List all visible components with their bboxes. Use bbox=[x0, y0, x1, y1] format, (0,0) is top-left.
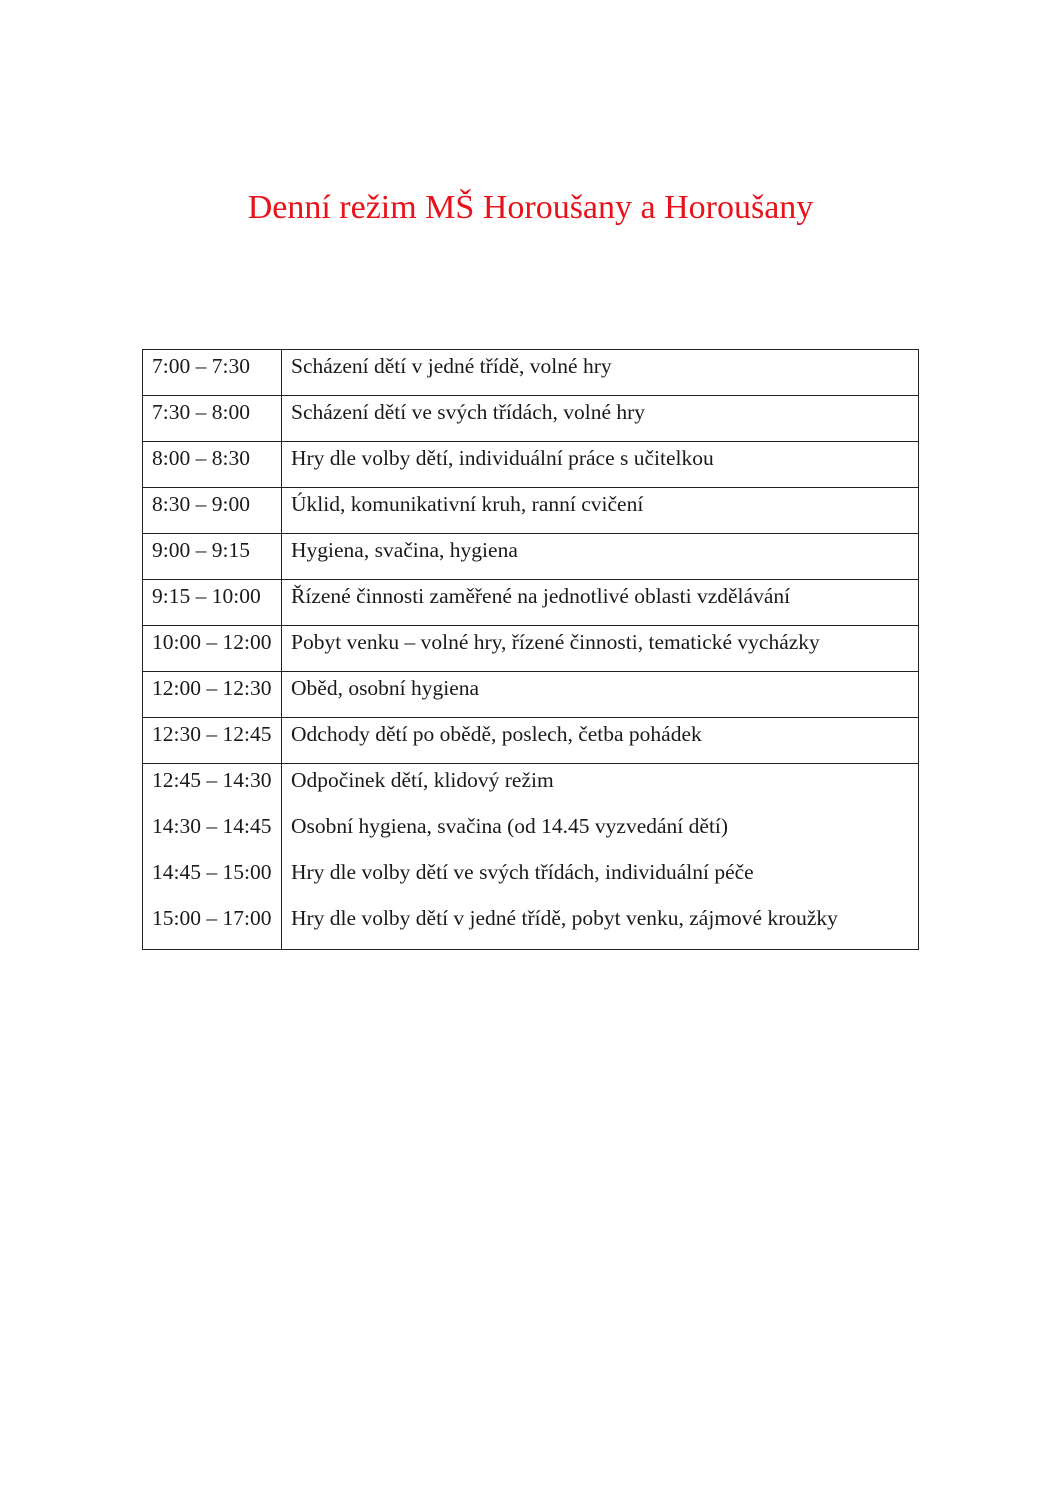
activity-cell: Osobní hygiena, svačina (od 14.45 vyzvedání dětí) bbox=[291, 813, 729, 838]
activity-cell: Pobyt venku – volné hry, řízené činnosti, tematické vycházky bbox=[291, 630, 820, 654]
table-row bbox=[143, 672, 919, 718]
time-cell: 7:00 – 7:30 bbox=[143, 350, 282, 396]
table-row bbox=[143, 442, 919, 488]
time-cell: 8:30 – 9:00 bbox=[143, 488, 282, 534]
table-row bbox=[143, 856, 919, 902]
activity-cell: Hry dle volby dětí v jedné třídě, pobyt venku, zájmové kroužky bbox=[291, 905, 838, 930]
time-cell: 12:30 – 12:45 bbox=[143, 718, 282, 764]
activity-cell: Odchody dětí po obědě, poslech, četba pohádek bbox=[291, 722, 702, 746]
table-row bbox=[143, 718, 919, 764]
time-cell: 12:00 – 12:30 bbox=[143, 672, 282, 718]
activity-cell: Úklid, komunikativní kruh, ranní cvičení bbox=[291, 492, 644, 516]
page-title: Denní režim MŠ Horoušany a Horoušany bbox=[247, 189, 814, 226]
time-cell: 10:00 – 12:00 bbox=[143, 626, 282, 672]
activity-cell: Hry dle volby dětí, individuální práce s učitelkou bbox=[291, 446, 714, 470]
table-row bbox=[143, 626, 919, 672]
activity-cell: Hry dle volby dětí ve svých třídách, individuální péče bbox=[291, 859, 754, 884]
table-row bbox=[143, 534, 919, 580]
time-cell: 14:30 – 14:45 bbox=[143, 810, 282, 856]
activity-cell: Odpočinek dětí, klidový režim bbox=[291, 768, 554, 792]
activity-cell: Hygiena, svačina, hygiena bbox=[291, 538, 518, 562]
table-row bbox=[143, 902, 919, 950]
activity-cell: Řízené činnosti zaměřené na jednotlivé oblasti vzdělávání bbox=[291, 584, 791, 608]
time-cell: 9:15 – 10:00 bbox=[143, 580, 282, 626]
table-row bbox=[143, 580, 919, 626]
activity-cell: Scházení dětí ve svých třídách, volné hry bbox=[291, 400, 646, 424]
table-row bbox=[143, 350, 919, 396]
table-row bbox=[143, 810, 919, 856]
time-cell: 14:45 – 15:00 bbox=[143, 856, 282, 902]
time-cell: 7:30 – 8:00 bbox=[143, 396, 282, 442]
time-cell: 15:00 – 17:00 bbox=[143, 902, 282, 950]
activity-cell: Oběd, osobní hygiena bbox=[291, 676, 480, 700]
daily-schedule-table bbox=[142, 349, 919, 950]
activity-cell: Scházení dětí v jedné třídě, volné hry bbox=[291, 354, 612, 378]
table-row bbox=[143, 488, 919, 534]
table-row bbox=[143, 764, 919, 810]
time-cell: 8:00 – 8:30 bbox=[143, 442, 282, 488]
time-cell: 9:00 – 9:15 bbox=[143, 534, 282, 580]
table-row bbox=[143, 396, 919, 442]
time-cell: 12:45 – 14:30 bbox=[143, 764, 282, 810]
